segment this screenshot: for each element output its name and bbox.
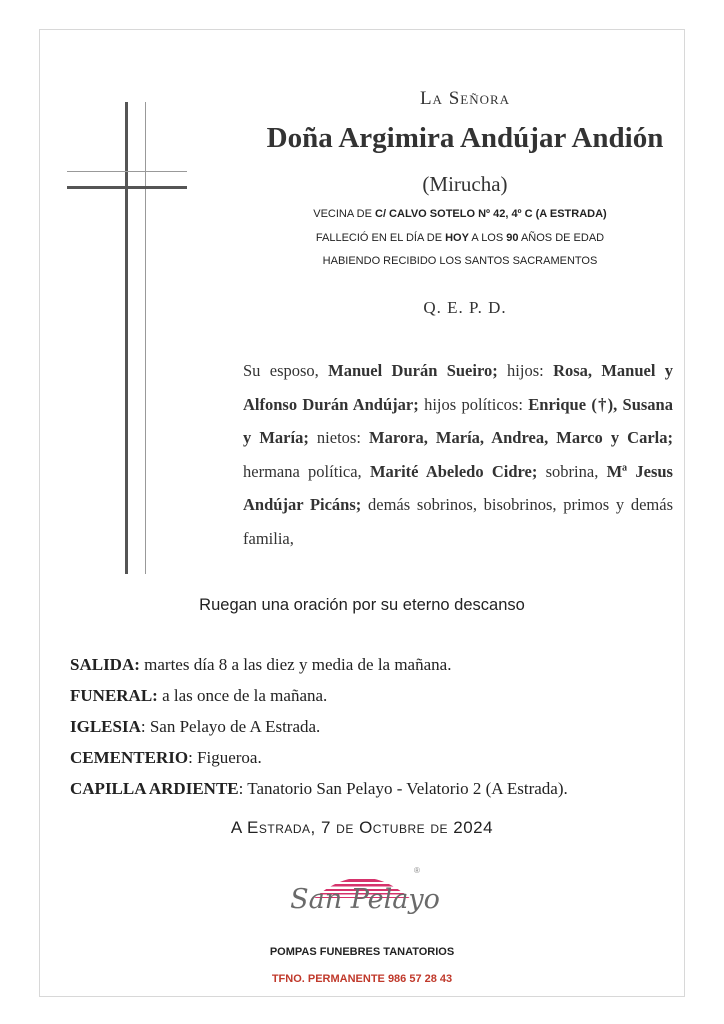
logo-text: San Pelayo — [290, 884, 440, 915]
sacraments-line: HABIENDO RECIBIDO LOS SANTOS SACRAMENTOS — [322, 255, 598, 267]
qepd: Q. E. P. D. — [423, 298, 507, 317]
cross-shadow-horizontal — [67, 171, 187, 172]
death-line: FALLECIÓ EN EL DÍA DE HOY A LOS 90 AÑOS DE EDAD — [315, 232, 605, 244]
detail-cementerio: CEMENTERIO: Figueroa. — [70, 748, 262, 767]
family-paragraph: Su esposo, Manuel Durán Sueiro; hijos: Rosa, Manuel y Alfonso Durán Andújar; hijos políticos: Enrique (†), Susana y María; nietos: Marora, María, Andrea, Marco y Carla; hermana política, Marité Abeledo Cidre; sobrina, Mª Jesus Andújar Picáns; demás sobrinos, bisobrinos, primos y demás familia, — [243, 361, 674, 548]
date-line: A Estrada, 7 de Octubre de 2024 — [230, 818, 494, 837]
cross-icon — [125, 102, 128, 574]
detail-funeral: FUNERAL: a las once de la mañana. — [70, 686, 328, 705]
company-name: POMPAS FUNEBRES TANATORIOS — [269, 946, 455, 958]
detail-capilla: CAPILLA ARDIENTE: Tanatorio San Pelayo - Velatorio 2 (A Estrada). — [70, 779, 568, 798]
cross-shadow-vertical — [145, 102, 146, 574]
residence-line: VECINA DE C/ CALVO SOTELO Nº 42, 4º C (A ESTRADA) — [313, 208, 607, 220]
registered-mark: ® — [414, 866, 420, 875]
detail-iglesia: IGLESIA: San Pelayo de A Estrada. — [70, 717, 321, 736]
detail-salida: SALIDA: martes día 8 a las diez y media de la mañana. — [70, 655, 452, 674]
nickname: (Mirucha) — [422, 172, 508, 196]
phone-number: TFNO. PERMANENTE 986 57 28 43 — [271, 973, 453, 985]
cross-bar — [67, 186, 187, 189]
deceased-name: Doña Argimira Andújar Andión — [266, 122, 664, 154]
honorific: La Señora — [419, 88, 511, 109]
prayer-line: Ruegan una oración por su eterno descanso — [199, 596, 525, 614]
